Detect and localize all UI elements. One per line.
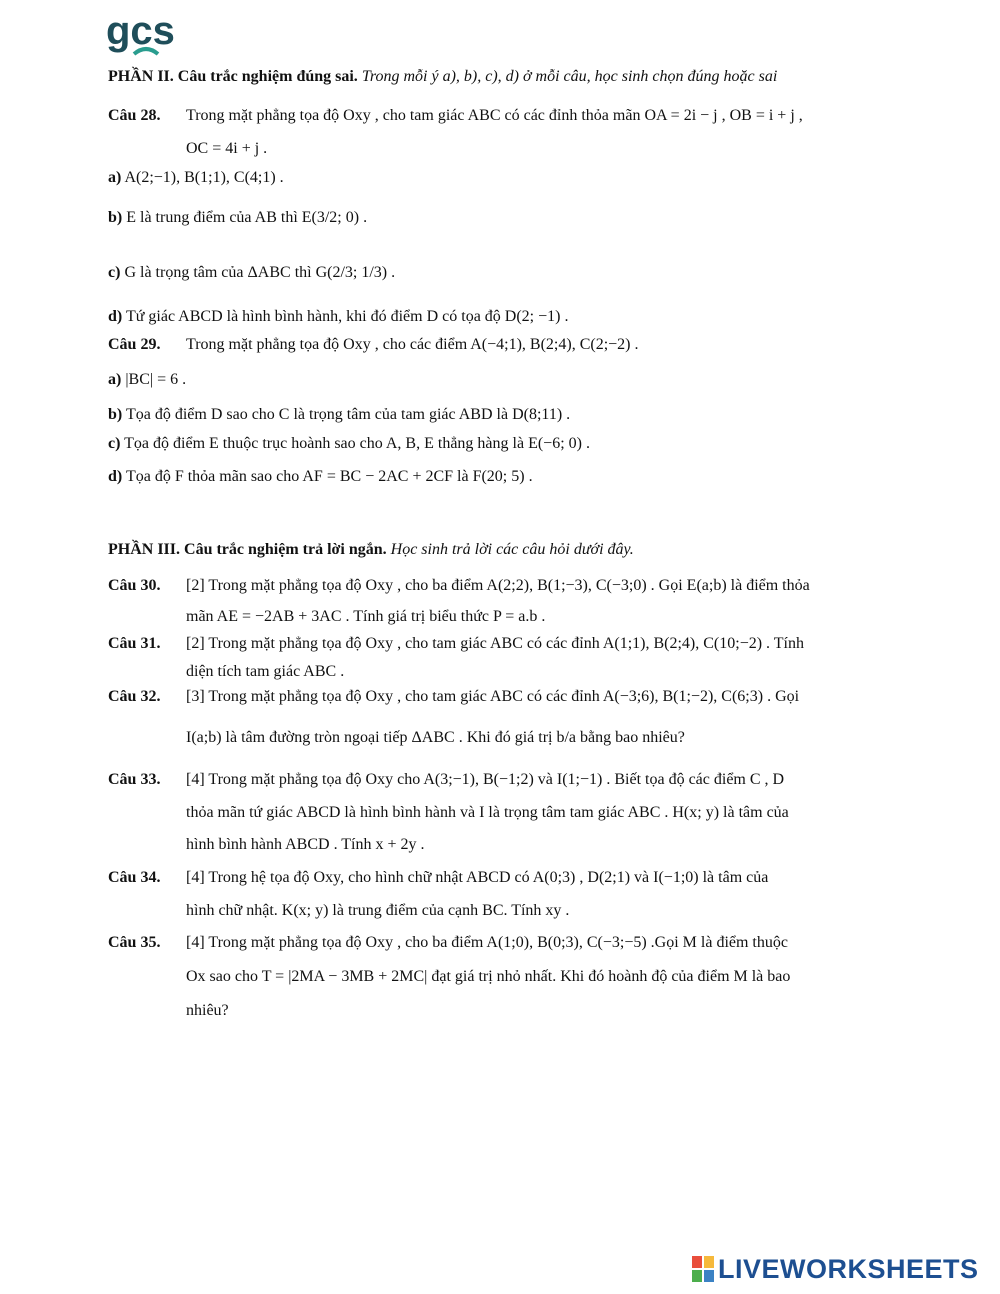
q29-label: Câu 29.	[108, 336, 161, 353]
q29-text: Trong mặt phẳng tọa độ Oxy , cho các điểm A(−4;1), B(2;4), C(2;−2) .	[186, 336, 639, 353]
q28-option-a: a) A(2;−1), B(1;1), C(4;1) .	[108, 169, 284, 186]
liveworksheets-text: LIVEWORKSHEETS	[718, 1253, 979, 1284]
q29-option-b: b) Tọa độ điểm D sao cho C là trọng tâm của tam giác ABD là D(8;11) .	[108, 406, 571, 423]
q28-label: Câu 28.	[108, 107, 161, 124]
liveworksheets-logo[interactable]	[692, 1254, 979, 1284]
q28-option-d: d) Tứ giác ABCD là hình bình hành, khi đó điểm D có tọa độ D(2; −1) .	[108, 308, 569, 325]
q32-text-2: I(a;b) là tâm đường tròn ngoại tiếp ΔABC . Khi đó giá trị b/a bằng bao nhiêu?	[186, 729, 685, 746]
q32-text: [3] Trong mặt phẳng tọa độ Oxy , cho tam giác ABC có các đỉnh A(−3;6), B(1;−2), C(6;3) . Gọi	[186, 688, 800, 705]
q35-label: Câu 35.	[108, 934, 161, 951]
gcs-logo	[104, 10, 188, 56]
q30-text-2: mãn AE = −2AB + 3AC . Tính giá trị biểu thức P = a.b .	[186, 608, 546, 625]
q28-option-b: b) E là trung điểm của AB thì E(3/2; 0) .	[108, 209, 368, 226]
q31-text: [2] Trong mặt phẳng tọa độ Oxy , cho tam giác ABC có các đỉnh A(1;1), B(2;4), C(10;−2) . Tính	[186, 635, 804, 652]
q33-label: Câu 33.	[108, 771, 161, 788]
q32-label: Câu 32.	[108, 688, 161, 705]
part3-heading: PHẦN III. Câu trắc nghiệm trả lời ngắn. Học sinh trả lời các câu hỏi dưới đây.	[108, 541, 634, 558]
q29-option-c: c) Tọa độ điểm E thuộc trục hoành sao cho A, B, E thẳng hàng là E(−6; 0) .	[108, 435, 590, 452]
q28-option-c: c) G là trọng tâm của ΔABC thì G(2/3; 1/3) .	[108, 264, 396, 281]
q33-text: [4] Trong mặt phẳng tọa độ Oxy cho A(3;−1), B(−1;2) và I(1;−1) . Biết tọa độ các điểm C , D	[186, 771, 785, 788]
q34-text: [4] Trong hệ tọa độ Oxy, cho hình chữ nhật ABCD có A(0;3) , D(2;1) và I(−1;0) là tâm của	[186, 869, 769, 886]
q33-text-2: thỏa mãn tứ giác ABCD là hình bình hành và I là trọng tâm tam giác ABC . H(x; y) là tâm của	[186, 804, 789, 821]
q31-label: Câu 31.	[108, 635, 161, 652]
part2-heading: PHẦN II. Câu trắc nghiệm đúng sai. Trong mỗi ý a), b), c), d) ở mỗi câu, học sinh chọn đúng hoặc sai	[108, 68, 778, 85]
q30-label: Câu 30.	[108, 577, 161, 594]
q34-label: Câu 34.	[108, 869, 161, 886]
q31-text-2: diện tích tam giác ABC .	[186, 663, 345, 680]
liveworksheets-icon	[692, 1256, 714, 1282]
q28-text-2: OC = 4i + j .	[186, 140, 268, 157]
q33-text-3: hình bình hành ABCD . Tính x + 2y .	[186, 836, 425, 853]
q35-text-3: nhiêu?	[186, 1002, 229, 1019]
q29-option-d: d) Tọa độ F thỏa mãn sao cho AF = BC − 2AC + 2CF là F(20; 5) .	[108, 468, 533, 485]
q28-text: Trong mặt phẳng tọa độ Oxy , cho tam giác ABC có các đỉnh thỏa mãn OA = 2i − j , OB = i + j ,	[186, 107, 803, 124]
q35-text-2: Ox sao cho T = |2MA − 3MB + 2MC| đạt giá trị nhỏ nhất. Khi đó hoành độ của điểm M là bao	[186, 968, 791, 985]
logo-text: gcs	[106, 10, 175, 53]
q35-text: [4] Trong mặt phẳng tọa độ Oxy , cho ba điểm A(1;0), B(0;3), C(−3;−5) .Gọi M là điểm thuộc	[186, 934, 788, 951]
q29-option-a: a) |BC| = 6 .	[108, 371, 187, 388]
q34-text-2: hình chữ nhật. K(x; y) là trung điểm của cạnh BC. Tính xy .	[186, 902, 570, 919]
q30-text: [2] Trong mặt phẳng tọa độ Oxy , cho ba điểm A(2;2), B(1;−3), C(−3;0) . Gọi E(a;b) là điểm thỏa	[186, 577, 810, 594]
